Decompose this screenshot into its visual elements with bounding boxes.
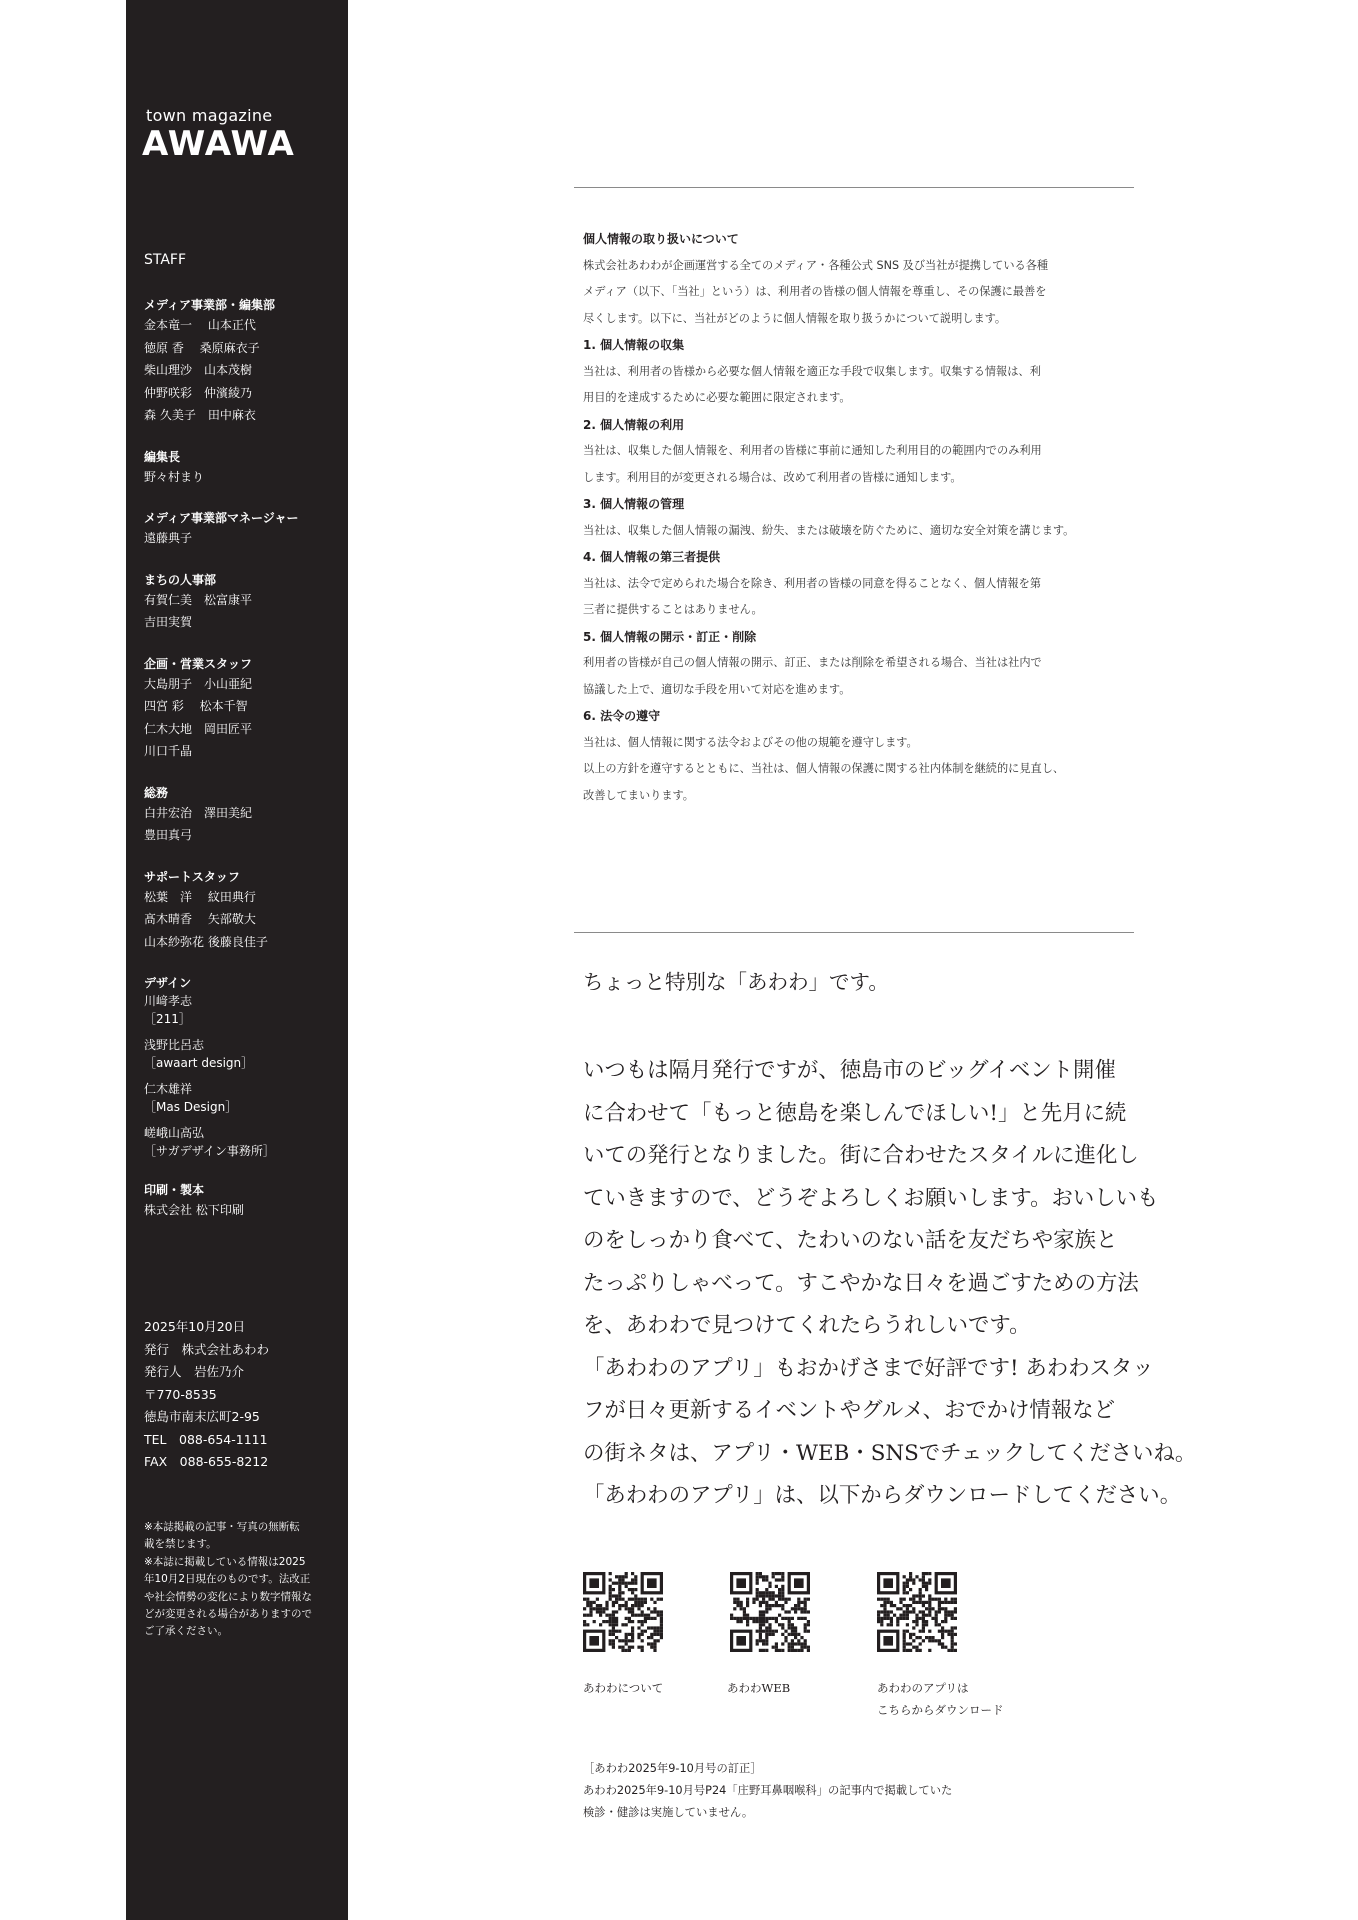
- staff-label: STAFF: [144, 252, 187, 268]
- note-line: や社会情勢の変化により数字情報な: [144, 1590, 312, 1603]
- staff-line: 仲野咲彩 仲濱綾乃: [144, 385, 253, 400]
- privacy-line: メディア（以下、「当社」という）は、利用者の皆様の個人情報を尊重し、その保護に最善を: [583, 285, 1047, 298]
- privacy-line: 協議した上で、適切な手段を用いて対応を進めます。: [583, 682, 851, 696]
- staff-line: 株式会社 松下印刷: [144, 1203, 244, 1217]
- qr-code-app[interactable]: [877, 1572, 957, 1652]
- staff-line: ［サガデザイン事務所］: [144, 1144, 275, 1158]
- privacy-line: 改善してまいります。: [583, 788, 694, 802]
- message-line: ていきますので、どうぞよろしくお願いします。おいしいも: [583, 1185, 1159, 1211]
- privacy-heading: 3. 個人情報の管理: [583, 497, 685, 511]
- staff-line: 髙木晴香 矢部敬大: [144, 912, 256, 926]
- staff-line: 遠藤典子: [144, 531, 193, 545]
- correction-line: ［あわわ2025年9-10月号の訂正］: [583, 1762, 762, 1775]
- staff-group: [144, 509, 344, 550]
- staff-line: 松葉 洋 紋田典行: [144, 889, 256, 904]
- qr-caption-app-line2: こちらからダウンロード: [877, 1703, 1004, 1717]
- staff-line: 森 久美子 田中麻衣: [144, 408, 256, 422]
- staff-line: 川﨑孝志: [144, 994, 193, 1008]
- colophon-line: 〒770-8535: [144, 1386, 217, 1402]
- note-line: ご了承ください。: [144, 1625, 228, 1638]
- staff-line: 柴山理沙 山本茂樹: [144, 363, 253, 377]
- divider-middle: [574, 932, 1134, 933]
- colophon-line: 徳島市南末広町2-95: [144, 1409, 260, 1424]
- staff-line: ［211］: [144, 1012, 191, 1026]
- brand-subtitle: town magazine: [146, 106, 273, 125]
- privacy-line: 尽くします。以下に、当社がどのように個人情報を取り扱うかについて説明します。: [583, 311, 1007, 325]
- message-lead: ちょっと特別な「あわわ」です。: [583, 970, 889, 994]
- staff-group-title: サポートスタッフ: [144, 869, 240, 884]
- privacy-line: 用目的を達成するために必要な範囲に限定されます。: [583, 391, 851, 404]
- qr-pattern: [877, 1572, 957, 1652]
- privacy-line: 当社は、法令で定められた場合を除き、利用者の皆様の同意を得ることなく、個人情報を第: [583, 576, 1042, 590]
- message-line: いての発行となりました。街に合わせたスタイルに進化し: [583, 1143, 1139, 1168]
- staff-group: [144, 296, 344, 427]
- message-line: を、あわわで見つけてくれたらうれしいです。: [583, 1313, 1031, 1338]
- staff-group: [144, 868, 344, 954]
- note-line: 載を禁じます。: [144, 1538, 217, 1551]
- staff-line: 大島朋子 小山亜紀: [144, 676, 253, 691]
- staff-line: 有賀仁美 松富康平: [144, 592, 253, 607]
- note-line: ※本誌に掲載している情報は2025: [144, 1555, 306, 1568]
- staff-group-title: 企画・営業スタッフ: [144, 656, 253, 671]
- staff-line: 四宮 彩 松本千智: [144, 699, 248, 713]
- note-line: ※本誌掲載の記事・写真の無断転: [144, 1521, 300, 1533]
- privacy-title: 個人情報の取り扱いについて: [583, 232, 739, 246]
- staff-group: [144, 1181, 344, 1222]
- qr-code-about[interactable]: [583, 1572, 663, 1652]
- staff-group: [144, 655, 344, 763]
- staff-group-title: 編集長: [144, 449, 181, 464]
- staff-line: ［Mas Design］: [144, 1100, 238, 1114]
- staff-line: 山本紗弥花 後藤良佳子: [144, 934, 268, 949]
- message-line: たっぷりしゃべって。すこやかな日々を過ごすための方法: [583, 1270, 1139, 1296]
- message-line: の街ネタは、アプリ・WEB・SNSでチェックしてくださいね。: [583, 1440, 1197, 1466]
- staff-group-title: まちの人事部: [144, 572, 217, 587]
- staff-line: 野々村まり: [144, 469, 205, 484]
- message-line: に合わせて「もっと徳島を楽しんでほしい!」と先月に続: [583, 1100, 1127, 1126]
- editor-message: [583, 966, 1197, 1518]
- staff-sidebar: [126, 0, 348, 1920]
- privacy-policy: [583, 226, 1131, 809]
- staff-groups: [144, 296, 344, 1243]
- privacy-heading: 5. 個人情報の開示・訂正・削除: [583, 629, 757, 644]
- qr-pattern: [583, 1572, 663, 1652]
- qr-caption-web: あわわWEB: [727, 1681, 791, 1695]
- qr-caption-app: あわわのアプリは: [877, 1681, 969, 1695]
- privacy-heading: 4. 個人情報の第三者提供: [583, 550, 721, 564]
- privacy-line: 当社は、収集した個人情報の漏洩、紛失、または破壊を防ぐために、適切な安全対策を講じます。: [583, 523, 1075, 537]
- staff-group: [144, 448, 344, 489]
- staff-line: 嵯峨山高弘: [144, 1126, 205, 1140]
- privacy-line: 三者に提供することはありません。: [583, 603, 763, 616]
- staff-line: 吉田実賀: [144, 615, 193, 629]
- staff-line: 仁木雄祥: [144, 1082, 193, 1096]
- privacy-heading: 2. 個人情報の利用: [583, 417, 685, 432]
- note-line: どが変更される場合がありますので: [144, 1608, 312, 1621]
- staff-line: 浅野比呂志: [144, 1038, 205, 1052]
- staff-line: 白井宏治 澤田美紀: [144, 805, 253, 820]
- staff-group-title: 総務: [144, 785, 169, 800]
- qr-pattern: [730, 1572, 810, 1652]
- staff-line: ［awaart design］: [144, 1056, 254, 1070]
- staff-group: [144, 571, 344, 634]
- message-line: のをしっかり食べて、たわいのない話を友だちや家族と: [583, 1228, 1118, 1253]
- divider-top: [574, 187, 1134, 188]
- staff-group: [144, 974, 344, 1160]
- privacy-line: します。利用目的が変更される場合は、改めて利用者の皆様に通知します。: [583, 470, 962, 484]
- correction-notice: [583, 1758, 1123, 1824]
- colophon-line: FAX 088-655-8212: [144, 1454, 269, 1469]
- message-line: フが日々更新するイベントやグルメ、おでかけ情報など: [583, 1398, 1115, 1423]
- colophon-line: 発行人 岩佐乃介: [144, 1364, 245, 1379]
- privacy-line: 当社は、利用者の皆様から必要な個人情報を適正な手段で収集します。収集する情報は、利: [583, 364, 1041, 378]
- note-line: 年10月2日現在のものです。法改正: [144, 1573, 311, 1586]
- colophon: [144, 1316, 344, 1474]
- qr-caption-about: あわわについて: [583, 1681, 664, 1695]
- staff-line: 川口千晶: [144, 744, 193, 758]
- message-line: 「あわわのアプリ」は、以下からダウンロードしてください。: [583, 1483, 1182, 1508]
- privacy-heading: 6. 法令の遵守: [583, 709, 661, 723]
- correction-line: あわわ2025年9-10月号P24「庄野耳鼻咽喉科」の記事内で掲載していた: [583, 1784, 953, 1797]
- privacy-line: 利用者の皆様が自己の個人情報の開示、訂正、または削除を希望される場合、当社は社内で: [583, 656, 1042, 669]
- staff-group-title: メディア事業部マネージャー: [144, 511, 299, 525]
- privacy-line: 株式会社あわわが企画運営する全てのメディア・各種公式 SNS 及び当社が提携している各種: [583, 258, 1049, 272]
- colophon-line: TEL 088-654-1111: [144, 1431, 268, 1447]
- staff-line: 豊田真弓: [144, 828, 193, 842]
- privacy-heading: 1. 個人情報の収集: [583, 338, 685, 352]
- privacy-line: 当社は、収集した個人情報を、利用者の皆様に事前に通知した利用目的の範囲内でのみ利用: [583, 444, 1042, 457]
- qr-code-web[interactable]: [730, 1572, 810, 1652]
- colophon-line: 発行 株式会社あわわ: [144, 1341, 270, 1357]
- disclaimer-notes: [144, 1519, 314, 1641]
- staff-line: 徳原 香 桑原麻衣子: [144, 340, 260, 355]
- correction-line: 検診・健診は実施していません。: [583, 1806, 754, 1819]
- staff-line: 金本竜一 山本正代: [144, 318, 256, 332]
- staff-group-title: メディア事業部・編集部: [144, 298, 276, 312]
- staff-line: 仁木大地 岡田匠平: [144, 721, 253, 736]
- message-line: 「あわわのアプリ」もおかげさまで好評です! あわわスタッ: [583, 1355, 1154, 1381]
- staff-group: [144, 784, 344, 847]
- privacy-line: 以上の方針を遵守するとともに、当社は、個人情報の保護に関する社内体制を継続的に見直し、: [583, 762, 1065, 775]
- privacy-line: 当社は、個人情報に関する法令およびその他の規範を遵守します。: [583, 735, 918, 749]
- message-line: いつもは隔月発行ですが、徳島市のビッグイベント開催: [583, 1058, 1116, 1083]
- brand-logo: AWAWA: [142, 124, 295, 164]
- colophon-line: 2025年10月20日: [144, 1319, 246, 1334]
- staff-group-title: 印刷・製本: [144, 1183, 205, 1197]
- staff-group-title: デザイン: [144, 976, 192, 990]
